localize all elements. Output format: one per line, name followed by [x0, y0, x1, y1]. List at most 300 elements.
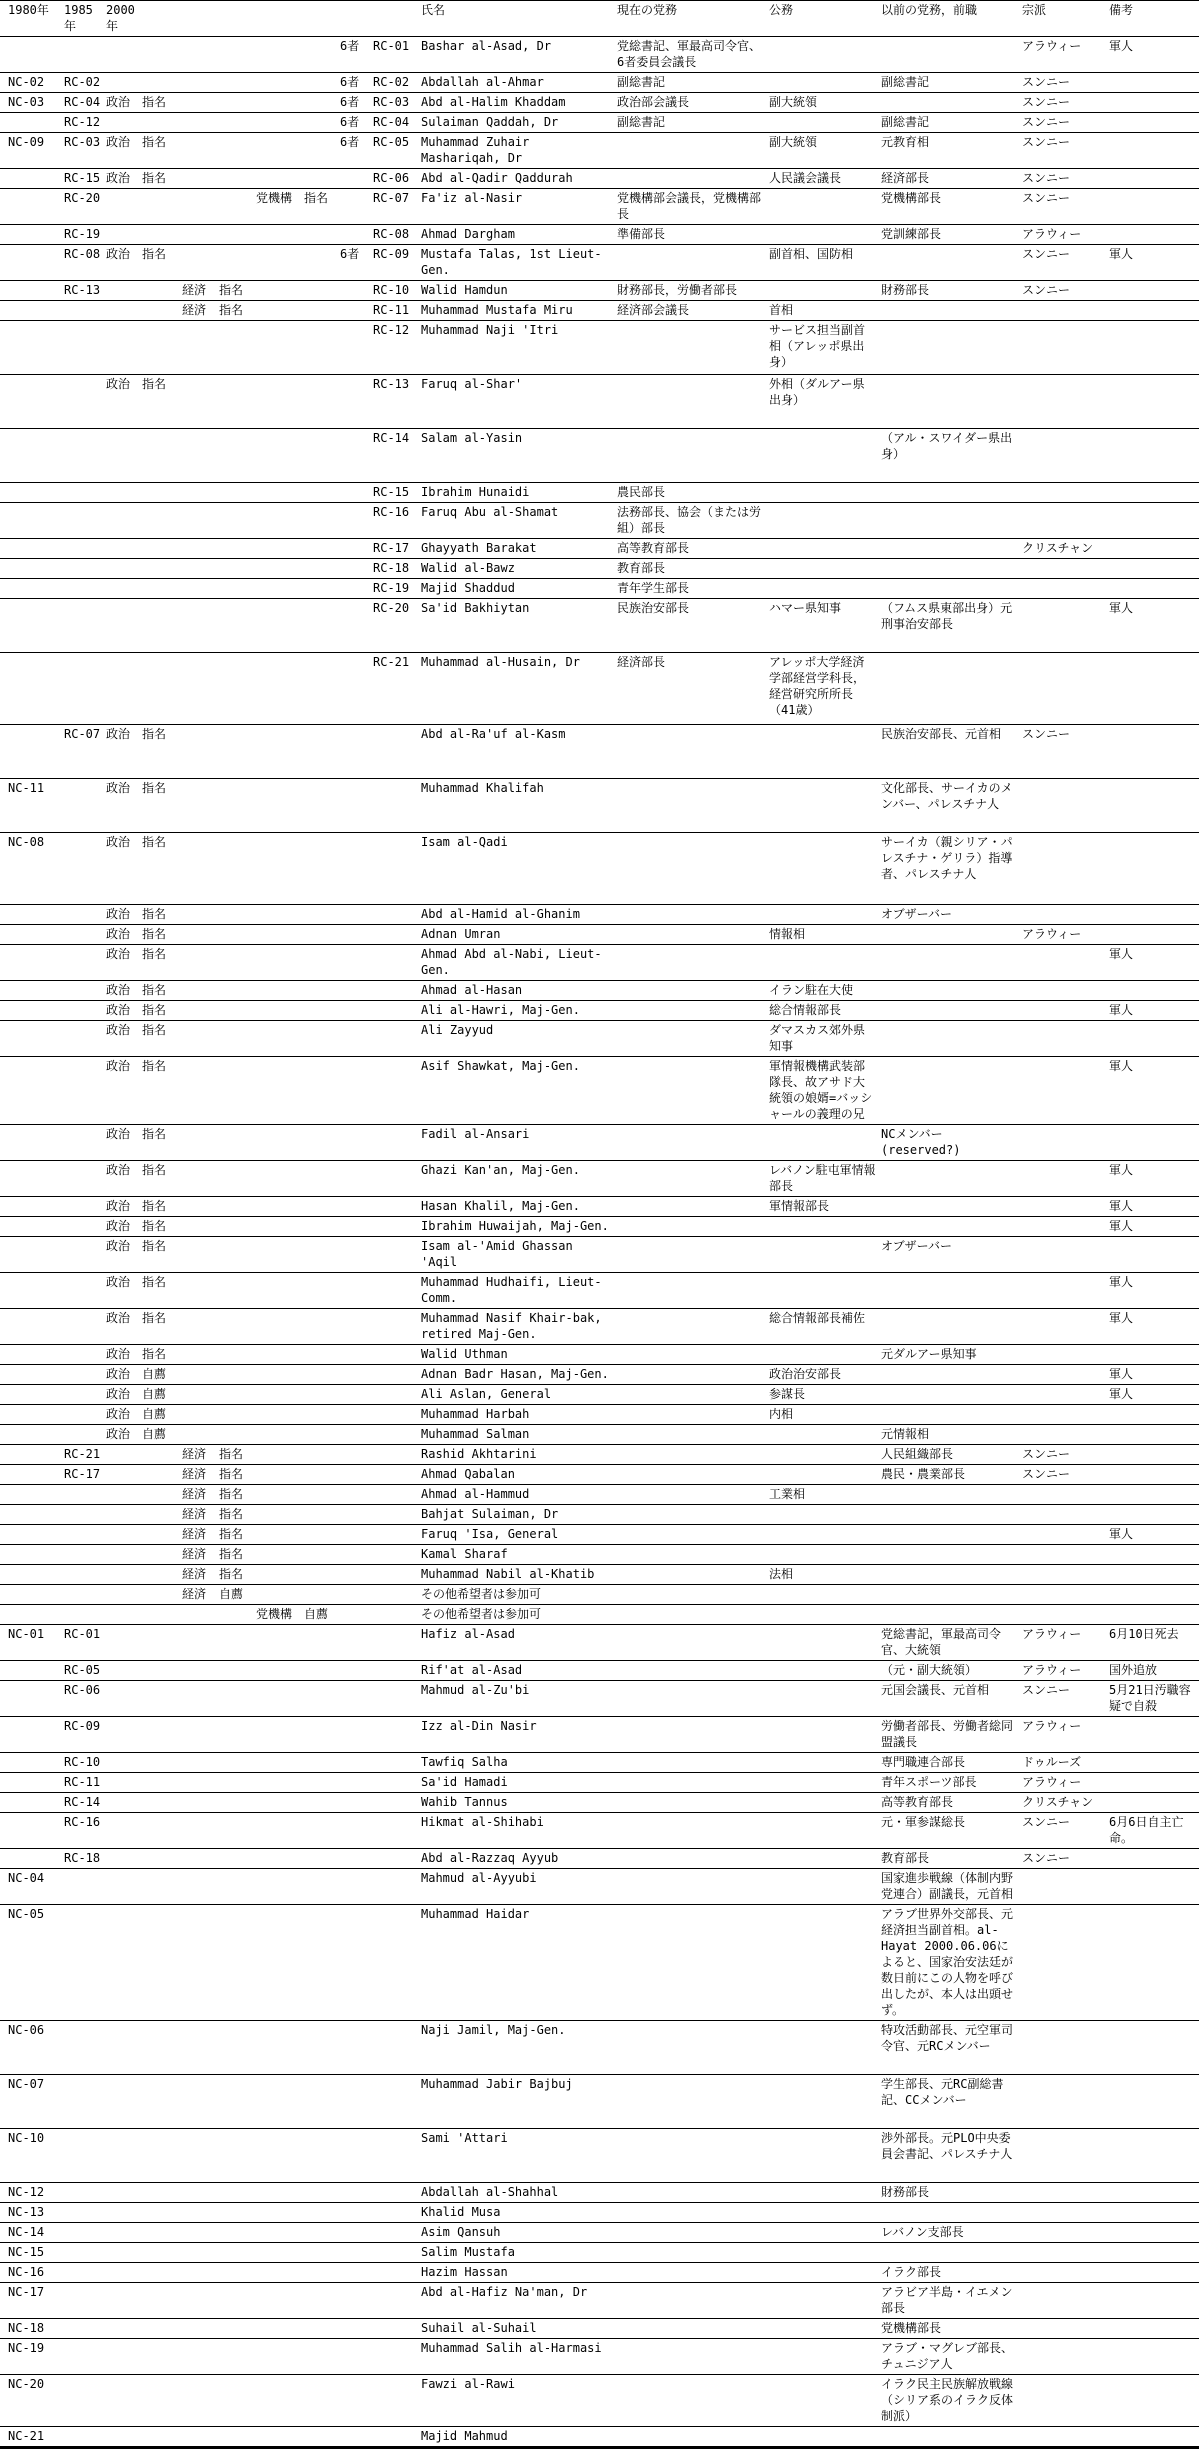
cell-current-party-duty [615, 245, 767, 281]
cell-name: Muhammad Khalifah [421, 781, 544, 795]
cell-1980-code [0, 599, 62, 653]
cell-sect: アラウィー [1022, 1627, 1082, 1641]
cell-previous-duty [879, 1197, 1020, 1217]
cell-sect: スンニー [1022, 115, 1071, 129]
cell-previous-duty: 文化部長、サーイカのメンバー、パレスチナ人 [881, 781, 1013, 811]
cell-economy-selection [217, 1217, 254, 1237]
cell-economy-tag [180, 1197, 217, 1217]
cell-public-duty [767, 945, 879, 981]
cell-2000-code: RC-03 [373, 95, 410, 109]
cell-six-member [338, 725, 371, 779]
cell-2000-code [371, 1125, 419, 1161]
cell-current-party-duty [615, 1237, 767, 1273]
col-header-org-selection [302, 1, 338, 37]
cell-sect [1020, 2203, 1107, 2223]
cell-1985-code [62, 301, 104, 321]
cell-party-org-selection [302, 1197, 338, 1217]
cell-previous-duty: 高等教育部長 [881, 1795, 954, 1809]
cell-public-duty: 政治治安部長 [769, 1367, 842, 1381]
cell-name: Fawzi al-Rawi [421, 2377, 515, 2391]
cell-1980-code [0, 1465, 62, 1485]
cell-previous-duty: オブザーバー [881, 1239, 953, 1253]
cell-public-duty [767, 1773, 879, 1793]
cell-current-party-duty [615, 133, 767, 169]
cell-previous-duty [879, 981, 1020, 1001]
cell-previous-duty [879, 579, 1020, 599]
cell-politics-tag [104, 1869, 140, 1905]
cell-party-org-selection [302, 1001, 338, 1021]
cell-economy-tag [180, 1309, 217, 1345]
cell-public-duty [767, 73, 879, 93]
cell-party-org-tag [254, 1585, 302, 1605]
cell-name: Tawfiq Salha [421, 1755, 508, 1769]
cell-six-member [338, 539, 371, 559]
cell-economy-tag [180, 1625, 217, 1661]
cell-economy-tag [180, 375, 217, 429]
cell-party-org-tag [254, 925, 302, 945]
cell-economy-selection [217, 37, 254, 73]
cell-economy-tag [180, 189, 217, 225]
cell-politics-tag [104, 113, 140, 133]
cell-party-org-selection [302, 1773, 338, 1793]
cell-politics-tag [104, 2319, 140, 2339]
cell-sect [1020, 1505, 1107, 1525]
cell-remarks: 軍人 [1109, 601, 1134, 615]
cell-politics-selection [140, 37, 180, 73]
cell-politics-selection: 指名 [142, 907, 167, 921]
cell-sect [1020, 1057, 1107, 1125]
cell-2000-code: RC-16 [373, 505, 410, 519]
table-row [0, 73, 1199, 93]
cell-sect [1020, 429, 1107, 483]
cell-sect [1020, 2021, 1107, 2075]
cell-party-org-selection [302, 113, 338, 133]
cell-politics-selection: 指名 [142, 1127, 167, 1141]
cell-2000-code: RC-20 [373, 601, 410, 615]
cell-politics-selection [140, 483, 180, 503]
cell-economy-tag [180, 483, 217, 503]
cell-party-org-selection [302, 1125, 338, 1161]
cell-politics-tag: 政治 [106, 377, 131, 391]
cell-1980-code: NC-06 [8, 2023, 45, 2037]
cell-1980-code [0, 653, 62, 725]
cell-politics-selection [140, 2375, 180, 2427]
cell-current-party-duty [615, 2427, 767, 2448]
cell-current-party-duty [615, 981, 767, 1001]
cell-economy-tag [180, 1021, 217, 1057]
cell-politics-selection [140, 1905, 180, 2021]
cell-current-party-duty [615, 2021, 767, 2075]
cell-1985-code [62, 1525, 104, 1545]
cell-2000-code [371, 1465, 419, 1485]
cell-1985-code [62, 429, 104, 483]
cell-politics-tag [104, 2243, 140, 2263]
cell-sect: スンニー [1022, 1447, 1071, 1461]
cell-economy-selection [217, 2319, 254, 2339]
cell-six-member [338, 1365, 371, 1385]
cell-economy-selection: 指名 [219, 1567, 244, 1581]
cell-six-member [338, 1405, 371, 1425]
cell-economy-tag: 経済 [182, 1567, 207, 1581]
cell-current-party-duty [615, 2203, 767, 2223]
cell-public-duty [767, 1813, 879, 1849]
cell-politics-selection [140, 1773, 180, 1793]
cell-2000-code [371, 1813, 419, 1849]
table-body [0, 37, 1199, 2448]
cell-name: Ali al-Hawri, Maj-Gen. [421, 1003, 580, 1017]
cell-party-org-selection [302, 133, 338, 169]
cell-name: Walid Uthman [421, 1347, 508, 1361]
cell-2000-code [371, 725, 419, 779]
cell-2000-code [371, 1273, 419, 1309]
cell-six-member [338, 653, 371, 725]
cell-current-party-duty [615, 2243, 767, 2263]
cell-six-member: 6者 [340, 115, 360, 129]
cell-public-duty: 副大統領 [769, 95, 818, 109]
cell-politics-tag [104, 1717, 140, 1753]
col-header-name: 氏名 [421, 3, 446, 17]
cell-name: Mahmud al-Ayyubi [421, 1871, 537, 1885]
cell-1980-code: NC-05 [8, 1907, 45, 1921]
cell-previous-duty: （アル・スワイダー県出身） [881, 431, 1013, 461]
cell-previous-duty: 党機構部長 [881, 191, 942, 205]
cell-economy-selection [217, 169, 254, 189]
cell-remarks [1107, 1485, 1199, 1505]
cell-public-duty [767, 1465, 879, 1485]
cell-previous-duty: 経済部長 [881, 171, 930, 185]
cell-economy-tag: 経済 [182, 303, 207, 317]
cell-politics-selection [140, 1753, 180, 1773]
cell-party-org-selection [302, 2203, 338, 2223]
cell-1980-code [0, 1565, 62, 1585]
cell-economy-tag [180, 503, 217, 539]
cell-1980-code [0, 1717, 62, 1753]
cell-economy-tag [180, 1385, 217, 1405]
cell-politics-tag [104, 2427, 140, 2448]
cell-remarks [1107, 1345, 1199, 1365]
cell-remarks: 軍人 [1109, 1003, 1134, 1017]
cell-2000-code [371, 1021, 419, 1057]
cell-2000-code [371, 1717, 419, 1753]
cell-previous-duty: 専門職連合部長 [881, 1755, 966, 1769]
cell-politics-tag [104, 2263, 140, 2283]
cell-politics-tag [104, 1773, 140, 1793]
cell-current-party-duty: 法務部長、協会（または労組）部長 [617, 505, 762, 535]
cell-public-duty [767, 429, 879, 483]
cell-current-party-duty [615, 1021, 767, 1057]
cell-sect [1020, 2223, 1107, 2243]
cell-current-party-duty [615, 2283, 767, 2319]
cell-party-org-tag [254, 2203, 302, 2223]
cell-1985-code: RC-14 [64, 1795, 101, 1809]
table-row [0, 281, 1199, 301]
cell-politics-selection: 指名 [142, 1311, 167, 1325]
cell-politics-tag: 政治 [106, 1239, 131, 1253]
table-row [0, 375, 1199, 429]
cell-sect [1020, 1545, 1107, 1565]
cell-politics-selection [140, 73, 180, 93]
cell-public-duty: レバノン駐屯軍情報部長 [769, 1163, 876, 1193]
cell-1980-code [0, 483, 62, 503]
cell-party-org-tag [254, 375, 302, 429]
cell-name: Ahmad al-Hammud [421, 1487, 530, 1501]
cell-economy-selection [217, 2263, 254, 2283]
cell-remarks [1107, 73, 1199, 93]
cell-previous-duty [879, 37, 1020, 73]
cell-politics-tag [104, 37, 140, 73]
cell-name: Faruq Abu al-Shamat [421, 505, 559, 519]
cell-politics-tag [104, 599, 140, 653]
cell-name: Abd al-Hamid al-Ghanim [421, 907, 580, 921]
cell-six-member [338, 1465, 371, 1485]
cell-politics-selection: 自薦 [142, 1367, 167, 1381]
cell-party-org-tag [254, 1905, 302, 2021]
table-row [0, 189, 1199, 225]
cell-2000-code: RC-12 [373, 323, 410, 337]
cell-1985-code: RC-04 [64, 95, 101, 109]
cell-party-org-tag [254, 1773, 302, 1793]
cell-previous-duty: イラク部長 [881, 2265, 942, 2279]
cell-name: Ghayyath Barakat [421, 541, 537, 555]
cell-party-org-tag: 党機構 [256, 1607, 293, 1621]
cell-politics-selection [140, 2319, 180, 2339]
cell-sect: アラウィー [1022, 1775, 1082, 1789]
cell-previous-duty: 党機構部長 [881, 2321, 942, 2335]
cell-economy-selection [217, 1849, 254, 1869]
cell-previous-duty: 労働者部長、労働者総同盟議長 [881, 1719, 1014, 1749]
cell-politics-selection [140, 321, 180, 375]
cell-politics-selection: 指名 [142, 927, 167, 941]
cell-1985-code [62, 1425, 104, 1445]
cell-economy-tag [180, 1217, 217, 1237]
cell-remarks: 軍人 [1109, 39, 1134, 53]
table-row [0, 2223, 1199, 2243]
cell-economy-selection [217, 2021, 254, 2075]
cell-economy-selection [217, 1197, 254, 1217]
cell-economy-tag [180, 1405, 217, 1425]
cell-politics-tag: 政治 [106, 1367, 131, 1381]
cell-remarks [1107, 2263, 1199, 2283]
cell-economy-tag: 経済 [182, 1527, 207, 1541]
cell-previous-duty [879, 1057, 1020, 1125]
cell-public-duty: 参謀長 [769, 1387, 806, 1401]
cell-previous-duty [879, 1365, 1020, 1385]
cell-2000-code: RC-18 [373, 561, 410, 575]
cell-public-duty: 法相 [769, 1567, 794, 1581]
cell-remarks [1107, 281, 1199, 301]
cell-economy-selection [217, 1001, 254, 1021]
cell-previous-duty: 党総書記，軍最高司令官、大統領 [881, 1627, 1002, 1657]
cell-six-member [338, 189, 371, 225]
cell-1985-code [62, 1505, 104, 1525]
cell-1980-code: NC-17 [8, 2285, 45, 2299]
cell-1980-code [0, 1849, 62, 1869]
cell-politics-selection [140, 2427, 180, 2448]
cell-remarks [1107, 225, 1199, 245]
cell-remarks [1107, 981, 1199, 1001]
table-row [0, 225, 1199, 245]
cell-party-org-selection [302, 321, 338, 375]
cell-economy-selection [217, 945, 254, 981]
cell-economy-tag [180, 1813, 217, 1849]
cell-public-duty [767, 1605, 879, 1625]
col-header-econ-selection [217, 1, 254, 37]
cell-party-org-tag [254, 1813, 302, 1849]
cell-party-org-selection [302, 2243, 338, 2263]
cell-economy-selection [217, 2283, 254, 2319]
cell-current-party-duty [615, 1869, 767, 1905]
table-row [0, 1001, 1199, 1021]
cell-remarks [1107, 2283, 1199, 2319]
cell-current-party-duty [615, 1505, 767, 1525]
cell-politics-tag: 政治 [106, 1347, 131, 1361]
cell-politics-selection [140, 1793, 180, 1813]
cell-public-duty: 外相（ダルアー県出身） [769, 377, 865, 407]
cell-economy-selection [217, 1681, 254, 1717]
cell-politics-tag: 政治 [106, 1427, 131, 1441]
cell-name: Isam al-'Amid Ghassan 'Aqil [421, 1239, 573, 1269]
cell-party-org-tag [254, 833, 302, 905]
cell-2000-code [371, 2339, 419, 2375]
table-row [0, 1505, 1199, 1525]
cell-economy-selection [217, 1753, 254, 1773]
cell-previous-duty [879, 1001, 1020, 1021]
cell-six-member [338, 1345, 371, 1365]
cell-public-duty [767, 503, 879, 539]
cell-previous-duty: 学生部長、元RC副総書記、CCメンバー [881, 2077, 1004, 2107]
cell-2000-code: RC-13 [373, 377, 410, 391]
cell-previous-duty [879, 2203, 1020, 2223]
cell-current-party-duty [615, 1905, 767, 2021]
cell-1980-code: NC-14 [8, 2225, 45, 2239]
cell-public-duty [767, 2075, 879, 2129]
table-row [0, 133, 1199, 169]
cell-economy-tag [180, 2243, 217, 2263]
cell-2000-code [371, 1681, 419, 1717]
cell-party-org-tag [254, 945, 302, 981]
cell-previous-duty: NCメンバー (reserved?) [881, 1127, 961, 1157]
cell-party-org-selection [302, 1425, 338, 1445]
cell-six-member: 6者 [340, 39, 360, 53]
cell-six-member [338, 2427, 371, 2448]
cell-economy-tag [180, 981, 217, 1001]
cell-economy-selection [217, 93, 254, 113]
cell-1985-code [62, 2319, 104, 2339]
cell-name: Muhammad Mustafa Miru [421, 303, 573, 317]
cell-party-org-selection [302, 653, 338, 725]
cell-1985-code [62, 1273, 104, 1309]
cell-previous-duty [879, 2243, 1020, 2263]
cell-politics-selection: 指名 [142, 727, 167, 741]
cell-remarks [1107, 2075, 1199, 2129]
cell-economy-tag [180, 1793, 217, 1813]
cell-name: Wahib Tannus [421, 1795, 508, 1809]
cell-politics-tag [104, 1681, 140, 1717]
cell-current-party-duty [615, 1565, 767, 1585]
cell-remarks: 国外追放 [1109, 1663, 1158, 1677]
cell-economy-tag [180, 1125, 217, 1161]
cell-previous-duty [879, 559, 1020, 579]
cell-economy-tag [180, 559, 217, 579]
cell-remarks: 軍人 [1109, 1059, 1134, 1073]
cell-public-duty [767, 1525, 879, 1545]
cell-six-member [338, 2021, 371, 2075]
cell-six-member [338, 1793, 371, 1813]
cell-economy-selection [217, 539, 254, 559]
cell-name: Salim Mustafa [421, 2245, 515, 2259]
cell-party-org-selection [302, 1273, 338, 1309]
cell-1985-code [62, 1309, 104, 1345]
cell-party-org-selection [302, 599, 338, 653]
cell-politics-selection [140, 653, 180, 725]
cell-2000-code: RC-05 [373, 135, 410, 149]
cell-six-member [338, 2223, 371, 2243]
cell-public-duty [767, 1425, 879, 1445]
cell-party-org-selection [302, 1585, 338, 1605]
cell-party-org-selection [302, 1545, 338, 1565]
cell-1985-code [62, 2183, 104, 2203]
cell-public-duty [767, 1793, 879, 1813]
cell-name: Mahmud al-Zu'bi [421, 1683, 530, 1697]
cell-politics-tag: 政治 [106, 727, 131, 741]
cell-previous-duty [879, 945, 1020, 981]
cell-six-member [338, 1001, 371, 1021]
cell-name: Ali Aslan, General [421, 1387, 552, 1401]
cell-politics-selection: 指名 [142, 135, 167, 149]
table-row [0, 779, 1199, 833]
cell-1980-code [0, 1405, 62, 1425]
cell-sect [1020, 559, 1107, 579]
cell-current-party-duty [615, 1405, 767, 1425]
cell-sect [1020, 1605, 1107, 1625]
cell-sect [1020, 905, 1107, 925]
cell-politics-selection [140, 2075, 180, 2129]
cell-remarks [1107, 2183, 1199, 2203]
cell-economy-tag [180, 725, 217, 779]
cell-party-org-selection [302, 1021, 338, 1057]
cell-sect [1020, 1525, 1107, 1545]
cell-politics-selection: 指名 [142, 377, 167, 391]
table-row [0, 2263, 1199, 2283]
cell-1980-code [0, 245, 62, 281]
cell-previous-duty [879, 301, 1020, 321]
cell-six-member [338, 2319, 371, 2339]
cell-current-party-duty: 準備部長 [617, 227, 666, 241]
cell-six-member [338, 1661, 371, 1681]
cell-sect [1020, 1161, 1107, 1197]
cell-party-org-tag [254, 113, 302, 133]
cell-politics-tag [104, 1813, 140, 1849]
cell-party-org-selection [302, 833, 338, 905]
cell-economy-tag [180, 2263, 217, 2283]
cell-party-org-tag [254, 2223, 302, 2243]
cell-economy-selection [217, 2183, 254, 2203]
cell-name: Muhammad Naji 'Itri [421, 323, 559, 337]
cell-1980-code [0, 1525, 62, 1545]
table-row [0, 1753, 1199, 1773]
cell-six-member [338, 2243, 371, 2263]
cell-previous-duty: アラビア半島・イエメン部長 [881, 2285, 1013, 2315]
cell-current-party-duty [615, 1125, 767, 1161]
cell-2000-code [371, 1425, 419, 1445]
col-header-current-party-duty: 現在の党務 [617, 3, 678, 17]
cell-1980-code [0, 1545, 62, 1565]
cell-name: Fadil al-Ansari [421, 1127, 530, 1141]
cell-1985-code [62, 2375, 104, 2427]
cell-previous-duty [879, 375, 1020, 429]
table-row [0, 429, 1199, 483]
cell-politics-selection: 指名 [142, 247, 167, 261]
